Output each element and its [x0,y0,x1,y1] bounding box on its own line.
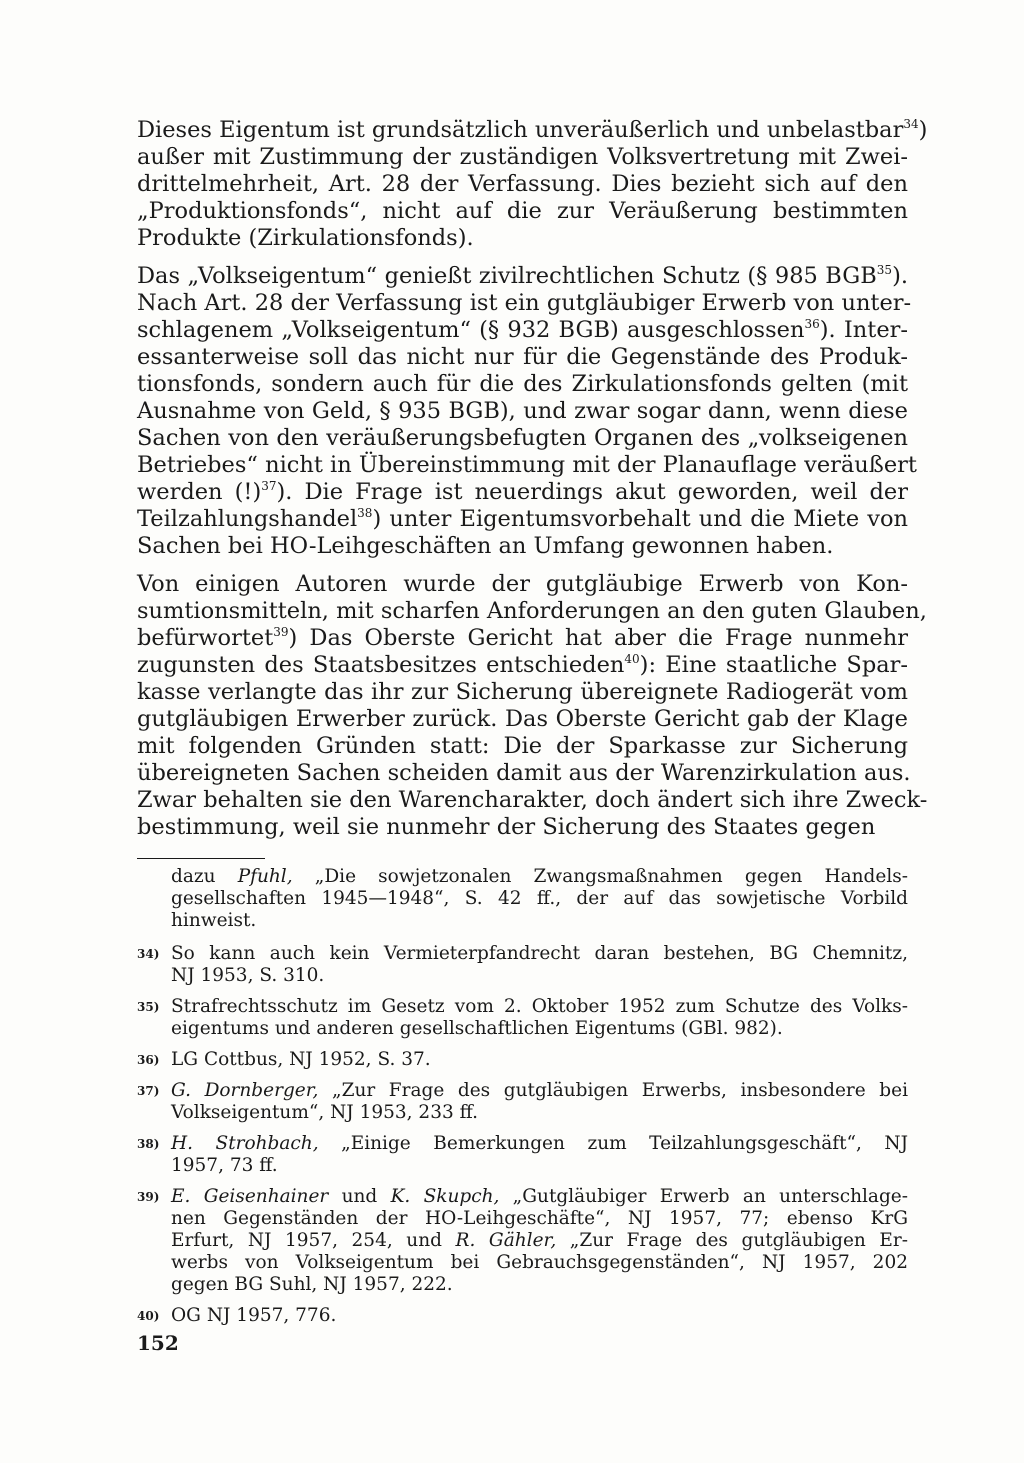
footnote-line [171,1252,908,1274]
text-segment: gegen BG Suhl, NJ 1957, 222. [171,1274,453,1295]
text-segment: Volkseigentum“, NJ 1953, 233 ff. [171,1102,478,1123]
footnote-line [171,1102,908,1124]
text-segment: Ausnahme von Geld, § 935 BGB), und zwar sogar dann, wenn diese [137,398,908,424]
text-segment: „Gutgläubiger Erwerb an unterschlage- [499,1186,908,1207]
footnote [137,1305,908,1327]
text-line [137,425,908,452]
text-line [137,571,908,598]
footnote-reference: 34 [903,117,919,131]
footnote-number: 34) [137,947,160,961]
text-segment: bestimmung, weil sie nunmehr der Sicherung des Staates gegen [137,814,876,840]
footnote-line [171,1186,908,1208]
text-line [137,198,908,225]
author-name: G. Dornberger, [171,1080,319,1101]
footnote-line [171,1018,908,1040]
footnote [137,1049,908,1071]
footnote [137,1186,908,1296]
text-segment: ). Die Frage ist neuerdings akut geworden, weil der [276,479,908,505]
text-segment: mit folgenden Gründen statt: Die der Sparkasse zur Sicherung [137,733,908,759]
text-line [137,117,928,144]
footnote [137,1133,908,1177]
footnote [137,1080,908,1124]
text-line [137,506,908,533]
text-line [137,533,908,560]
text-segment: übereigneten Sachen scheiden damit aus der Warenzirkulation aus. [137,760,911,786]
text-line [137,733,908,760]
footnote-reference: 39 [273,625,289,639]
text-segment: Dieses Eigentum ist grundsätzlich unveräußerlich und unbelastbar [137,117,904,143]
text-segment: Strafrechtsschutz im Gesetz vom 2. Oktober 1952 zum Schutze des Volks- [171,996,908,1017]
footnote-reference: 35 [876,263,893,277]
text-segment: „Produktionsfonds“, nicht auf die zur Veräußerung bestimmten [137,198,908,224]
footnote-reference: 37 [261,479,277,493]
text-segment: „Zur Frage des gutgläubigen Er- [556,1230,908,1251]
text-line [137,398,908,425]
text-line [137,598,927,625]
text-line [137,479,908,506]
text-segment: Nach Art. 28 der Verfassung ist ein gutgläubiger Erwerb von unter- [137,290,912,316]
footnote-line [171,1208,908,1230]
author-name: Pfuhl, [237,866,293,887]
text-segment: außer mit Zustimmung der zuständigen Volksvertretung mit Zwei- [137,144,908,170]
text-segment: ). Inter- [819,317,908,343]
text-segment: nen Gegenständen der HO-Leihgeschäfte“, NJ 1957, 77; ebenso KrG [171,1208,908,1229]
author-name: R. Gähler, [455,1230,557,1251]
text-line [137,263,908,290]
text-line [137,144,908,171]
footnote-number: 36) [137,1053,160,1067]
text-segment: „Einige Bemerkungen zum Teilzahlungsgeschäft“, NJ [318,1133,908,1154]
text-segment: ). [892,263,908,289]
footnote-number: 40) [137,1309,160,1323]
text-line [137,371,908,398]
footnote-line [171,1080,908,1102]
text-line [137,706,908,733]
text-segment: So kann auch kein Vermieterpfandrecht daran bestehen, BG Chemnitz, [171,943,908,964]
footnote-line [171,1274,908,1296]
text-segment: Zwar behalten sie den Warencharakter, doch ändert sich ihre Zweck- [137,787,928,813]
paragraph [137,571,928,841]
text-segment: ) unter Eigentumsvorbehalt und die Miete von [372,506,908,532]
text-segment: Sachen von den veräußerungsbefugten Organen des „volkseigenen [137,425,908,451]
text-segment: werden (!) [137,479,262,505]
footnote-line [171,910,908,932]
footnote-line [171,996,908,1018]
footnote-line [171,866,908,888]
text-segment: Erfurt, NJ 1957, 254, und [171,1230,456,1251]
text-line [137,452,917,479]
author-name: H. Strohbach, [171,1133,319,1154]
text-segment: und [328,1186,391,1207]
text-segment: Das „Volkseigentum“ genießt zivilrechtlichen Schutz (§ 985 BGB [137,263,877,289]
footnote [137,996,908,1040]
text-segment: werbs von Volkseigentum bei Gebrauchsgegenständen“, NJ 1957, 202 [171,1252,908,1273]
text-segment: sumtionsmitteln, mit scharfen Anforderungen an den guten Glauben, [137,598,927,624]
text-segment: LG Cottbus, NJ 1952, S. 37. [171,1049,431,1070]
text-segment: eigentums und anderen gesellschaftlichen Eigentums (GBl. 982). [171,1018,783,1039]
text-segment: Sachen bei HO-Leihgeschäften an Umfang gewonnen haben. [137,533,834,559]
paragraph [137,263,917,560]
text-segment: dazu [171,866,238,887]
text-segment: kasse verlangte das ihr zur Sicherung übereignete Radiogerät vom [137,679,908,705]
text-line [137,787,928,814]
text-segment: schlagenem „Volkseigentum“ (§ 932 BGB) ausgeschlossen [137,317,805,343]
text-line [137,225,908,252]
footnote-reference: 38 [357,506,373,520]
footnote-line [171,1230,908,1252]
footnote-line [171,1133,908,1155]
text-line [137,814,908,841]
text-line [137,625,908,652]
footnote-line [171,1049,908,1071]
footnote-line [171,943,908,965]
text-segment: „Die sowjetzonalen Zwangsmaßnahmen gegen Handels- [292,866,908,887]
footnotes [137,866,908,1336]
footnote-number: 35) [137,1000,160,1014]
text-segment: 1957, 73 ff. [171,1155,278,1176]
text-segment: Teilzahlungshandel [137,506,358,532]
text-segment: essanterweise soll das nicht nur für die Gegenstände des Produk- [137,344,908,370]
text-line [137,344,908,371]
text-line [137,317,908,344]
text-line [137,760,911,787]
text-segment: ) Das Oberste Gericht hat aber die Frage nunmehr [288,625,908,651]
footnote-line [171,888,908,910]
footnote-line [171,1305,908,1327]
text-segment: ) [918,117,928,143]
footnote-line [171,1155,908,1177]
text-segment: hinweist. [171,910,257,931]
footnote-number: 38) [137,1137,160,1151]
footnote-number: 37) [137,1084,160,1098]
page-number: 152 [137,1331,179,1355]
text-segment: ): Eine staatliche Spar- [639,652,908,678]
text-segment: Betriebes“ nicht in Übereinstimmung mit der Planauflage veräußert [137,452,917,478]
footnote-continuation [137,866,908,932]
footnote-reference: 40 [624,652,640,666]
text-segment: NJ 1953, S. 310. [171,965,325,986]
text-segment: drittelmehrheit, Art. 28 der Verfassung. Dies bezieht sich auf den [137,171,908,197]
footnote-separator [137,858,265,859]
author-name: K. Skupch, [390,1186,500,1207]
text-line [137,290,912,317]
text-line [137,171,908,198]
text-segment: Produkte (Zirkulationsfonds). [137,225,474,251]
text-segment: zugunsten des Staatsbesitzes entschieden [137,652,625,678]
text-segment: befürwortet [137,625,274,651]
main-text [137,117,928,852]
text-segment: „Zur Frage des gutgläubigen Erwerbs, insbesondere bei [318,1080,908,1101]
text-segment: Von einigen Autoren wurde der gutgläubige Erwerb von Kon- [137,571,908,597]
text-line [137,652,908,679]
text-segment: gesellschaften 1945—1948“, S. 42 ff., der auf das sowjetische Vorbild [171,888,908,909]
footnote-line [171,965,908,987]
text-segment: gutgläubigen Erwerber zurück. Das Oberste Gericht gab der Klage [137,706,908,732]
footnote-reference: 36 [804,317,820,331]
text-segment: tionsfonds, sondern auch für die des Zirkulationsfonds gelten (mit [137,371,908,397]
footnote-number: 39) [137,1190,160,1204]
text-line [137,679,908,706]
author-name: E. Geisenhainer [171,1186,329,1207]
text-segment: OG NJ 1957, 776. [171,1305,337,1326]
footnote [137,943,908,987]
paragraph [137,117,928,252]
